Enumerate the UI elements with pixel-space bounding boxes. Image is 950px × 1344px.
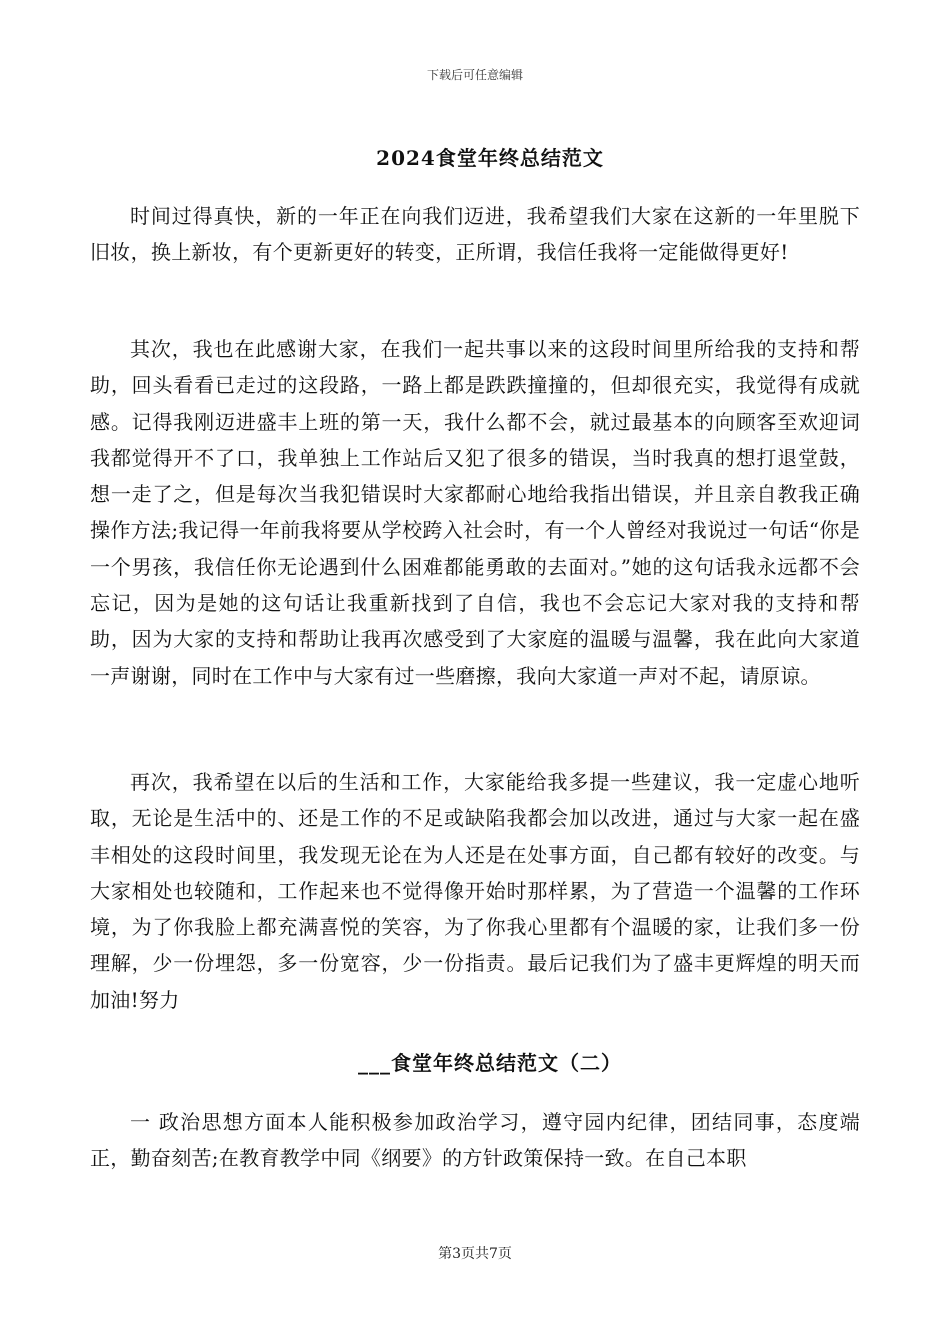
paragraph-1: 时间过得真快，新的一年正在向我们迈进，我希望我们大家在这新的一年里脱下旧妆，换上新妆，有个更新更好的转变，正所谓，我信任我将一定能做得更好! xyxy=(90,204,860,265)
page-number: 第3页共7页 xyxy=(438,1246,512,1262)
paragraph-2: 其次，我也在此感谢大家，在我们一起共事以来的这段时间里所给我的支持和帮助，回头看看已走过的这段路，一路上都是跌跌撞撞的，但却很充实，我觉得有成就感。记得我刚迈进盛丰上班的第一天，我什么都不会，就过最基本的向顾客至欢迎词我都觉得开不了口，我单独上工作站后又犯了很多的错误，当时我真的想打退堂鼓，想一走了之，但是每次当我犯错误时大家都耐心地给我指出错误，并且亲自教我正确操作方法;我记得一年前我将要从学校跨入社会时，有一个人曾经对我说过一句话“你是一个男孩，我信任你无论遇到什么困难都能勇敢的去面对。”她的这句话我永远都不会忘记，因为是她的这句话让我重新找到了自信，我也不会忘记大家对我的支持和帮助，因为大家的支持和帮助让我再次感受到了大家庭的温暖与温馨，我在此向大家道一声谢谢，同时在工作中与大家有过一些磨擦，我向大家道一声对不起，请原谅。 xyxy=(90,337,860,688)
document-title: 2024食堂年终总结范文 xyxy=(376,146,604,170)
page-header-note: 下载后可任意编辑 xyxy=(426,68,523,82)
section-2-paragraph-1: 一 政治思想方面本人能积极参加政治学习，遵守园内纪律，团结同事，态度端正，勤奋刻苦;在教育教学中同《纲要》的方针政策保持一致。在自己本职 xyxy=(90,1110,860,1171)
section-2-title: ___食堂年终总结范文（二） xyxy=(358,1051,622,1075)
paragraph-3: 再次，我希望在以后的生活和工作，大家能给我多提一些建议，我一定虚心地听取，无论是生活中的、还是工作的不足或缺陷我都会加以改进，通过与大家一起在盛丰相处的这段时间里，我发现无论在为人还是在处事方面，自己都有较好的改变。与大家相处也较随和，工作起来也不觉得像开始时那样累，为了营造一个温馨的工作环境，为了你我脸上都充满喜悦的笑容，为了你我心里都有个温暖的家，让我们多一份理解，少一份埋怨，多一份宽容，少一份指责。最后记我们为了盛丰更辉煌的明天而加油!努力 xyxy=(90,770,860,1012)
